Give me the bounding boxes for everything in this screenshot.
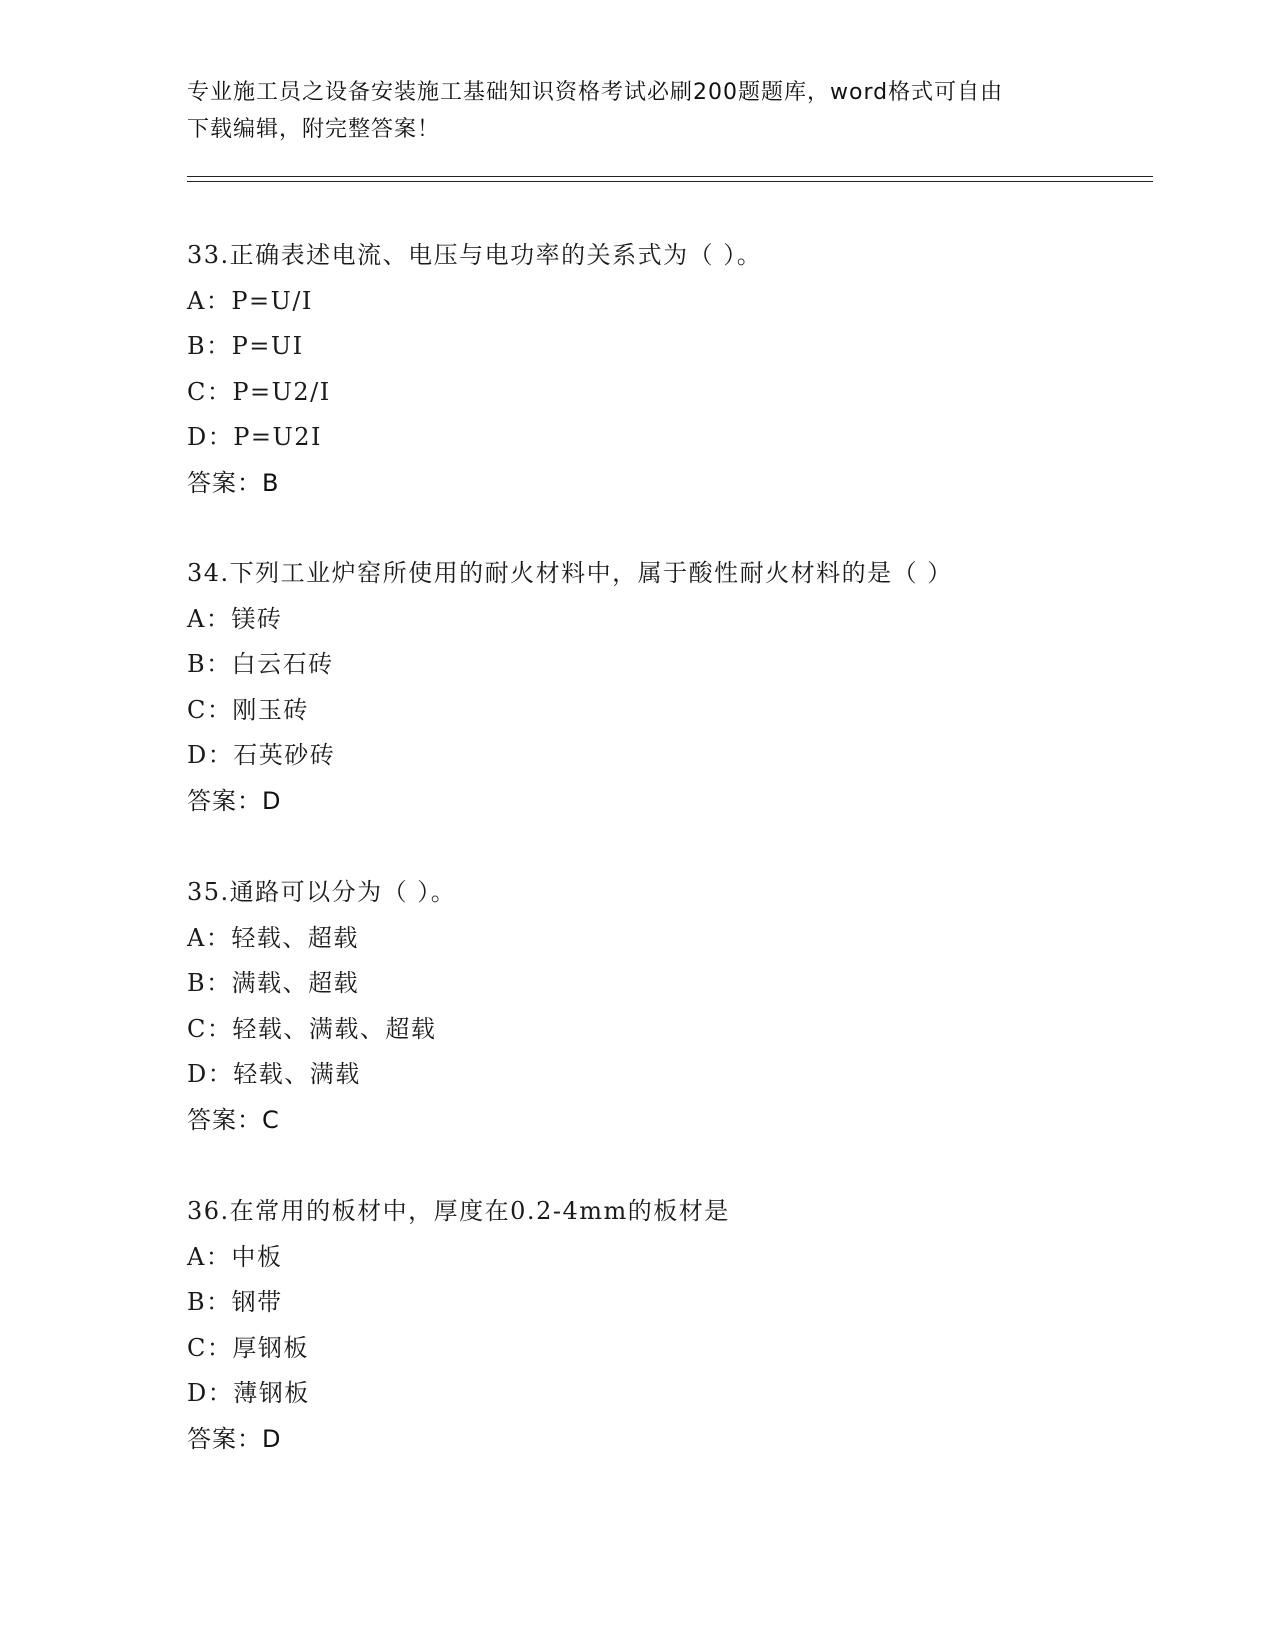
question-36 — [187, 1189, 1147, 1462]
header-title-line-1: 专业施工员之设备安装施工基础知识资格考试必刷200题题库，word格式可自由 — [187, 80, 1004, 105]
answer: 答案：D — [187, 1424, 282, 1453]
question-33 — [187, 233, 1147, 506]
option-b: B：白云石砖 — [187, 650, 334, 678]
question-stem: 36.在常用的板材中，厚度在0.2-4mm的板材是 — [187, 1197, 730, 1225]
option-b: B：P=UI — [187, 332, 304, 360]
header-divider-bottom — [187, 181, 1153, 182]
question-stem: 33.正确表述电流、电压与电功率的关系式为（ ）。 — [187, 241, 763, 269]
option-b: B：钢带 — [187, 1288, 283, 1316]
header-title-line-2: 下载编辑，附完整答案！ — [187, 117, 441, 142]
option-c: C：刚玉砖 — [187, 695, 309, 724]
option-b: B：满载、超载 — [187, 969, 360, 997]
document-header — [187, 74, 1087, 148]
option-d: D：轻载、满载 — [187, 1060, 361, 1088]
option-a: A：镁砖 — [187, 604, 283, 633]
question-35 — [187, 870, 1147, 1143]
option-c: C：轻载、满载、超载 — [187, 1014, 437, 1043]
question-34 — [187, 551, 1147, 824]
question-stem: 34.下列工业炉窑所使用的耐火材料中，属于酸性耐火材料的是（ ） — [187, 559, 953, 587]
answer: 答案：C — [187, 1105, 280, 1134]
answer: 答案：D — [187, 786, 282, 815]
option-a: A：中板 — [187, 1242, 283, 1271]
option-a: A：轻载、超载 — [187, 923, 359, 952]
header-divider-top — [187, 176, 1153, 177]
answer: 答案：B — [187, 468, 280, 497]
option-d: D：P=U2I — [187, 423, 322, 451]
question-stem: 35.通路可以分为（ ）。 — [187, 878, 457, 906]
option-a: A：P=U/I — [187, 286, 313, 315]
option-d: D：石英砂砖 — [187, 741, 336, 769]
option-c: C：厚钢板 — [187, 1333, 309, 1362]
option-d: D：薄钢板 — [187, 1379, 310, 1407]
option-c: C：P=U2/I — [187, 377, 331, 406]
